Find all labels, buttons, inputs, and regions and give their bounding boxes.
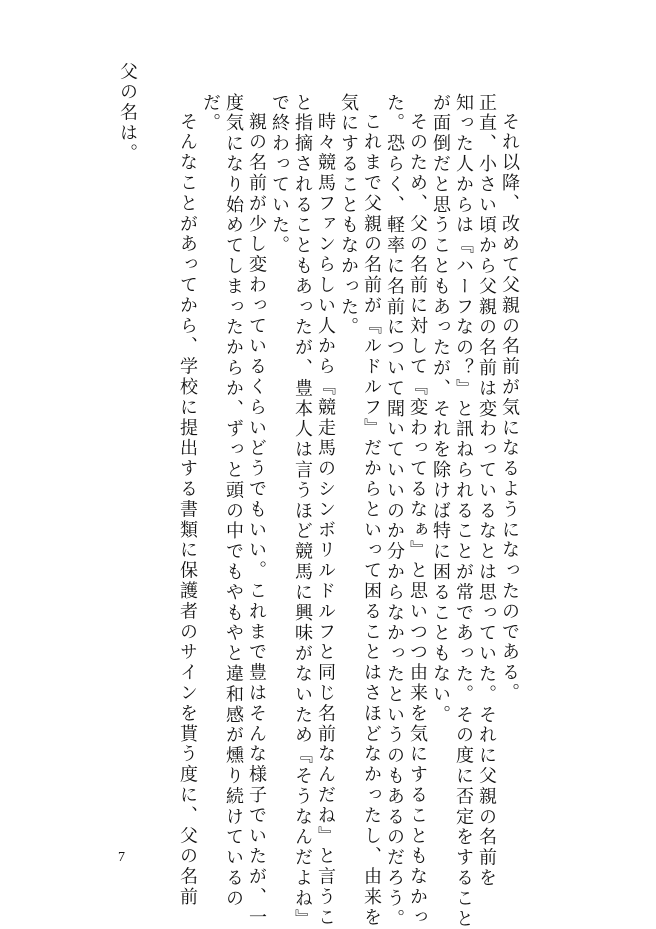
text-column-4: が面倒だと思うこともあったが、それを除けば特に困ることもない。	[430, 93, 451, 726]
text-column-14: だ。	[200, 93, 221, 134]
text-column-8: 気にすることもなかった。	[338, 93, 359, 338]
page-number: 7	[118, 850, 125, 865]
text-column-10: と指摘されることもあったが、豊本人は言うほど競馬に興味がないため『そうなんだよね』	[292, 93, 313, 929]
text-column-2: 正直、小さい頃から父親の名前は変わっているなとは思っていた。それに父親の名前を	[476, 93, 497, 889]
text-column-16: 父の名は。	[117, 62, 138, 164]
text-column-1: それ以降、改めて父親の名前が気になるようになったのである。	[499, 112, 520, 704]
text-column-13: 度気になり始めてしまったからか、ずっと頭の中でもやもやと違和感が燻り続けているの	[223, 93, 244, 909]
text-column-15: そんなことがあってから、学校に提出する書類に保護者のサインを貰う度に、父の名前	[177, 112, 198, 908]
text-column-11: で終わっていた。	[269, 93, 290, 257]
text-column-3: 知った人からは『ハーフなの？』と訊ねられることが常であった。その度に否定をすること	[453, 93, 474, 929]
text-column-6: た。恐らく、軽率に名前について聞いていいのか分からなかったというのもあるのだろう。	[384, 93, 405, 929]
text-column-7: これまで父親の名前が『ルドルフ』だからといって困ることはさほどなかったし、由来を	[361, 112, 382, 928]
text-column-9: 時々競馬ファンらしい人から『競走馬のシンボリルドルフと同じ名前なんだね』と言うこ	[315, 112, 336, 928]
text-column-5: そのため、父の名前に対して『変わってるなぁ』と思いつつ由来を気にすることもなかっ	[407, 112, 428, 928]
text-column-12: 親の名前が少し変わっているくらいどうでもいい。これまで豊はそんな様子でいたが、一	[246, 112, 267, 928]
